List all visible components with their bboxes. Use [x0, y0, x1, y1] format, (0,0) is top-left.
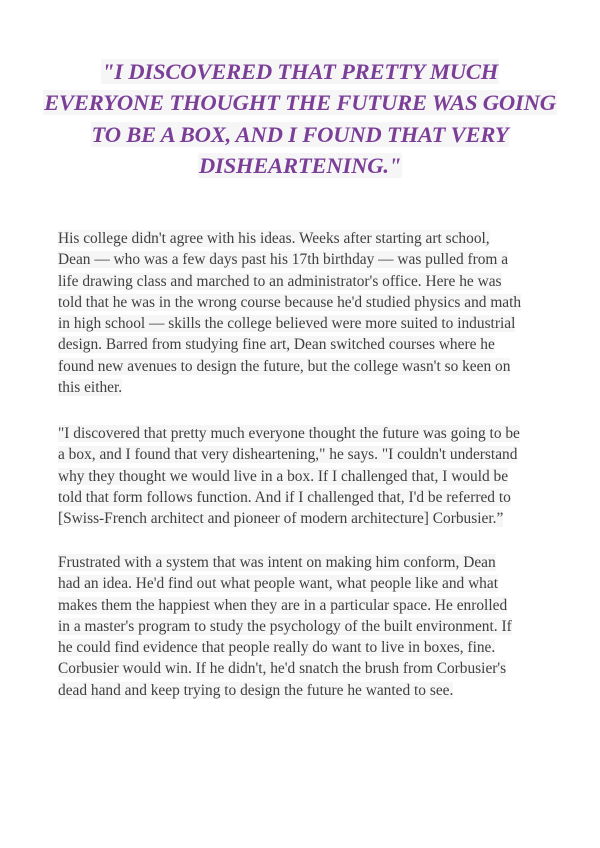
pull-quote-line: EVERYONE THOUGHT THE FUTURE WAS GOING [44, 90, 556, 116]
text-line: this either. [58, 379, 123, 397]
text-line: Corbusier would win. If he didn't, he'd snatch the brush from Corbusier's [58, 660, 507, 678]
text-line: life drawing class and marched to an administrator's office. Here he was [58, 272, 502, 290]
text-line: told that he was in the wrong course because he'd studied physics and math [58, 293, 522, 311]
text-line: design. Barred from studying fine art, Dean switched courses where he [58, 336, 495, 354]
body-paragraph-1 [58, 228, 558, 398]
text-line: [Swiss-French architect and pioneer of modern architecture] Corbusier.” [58, 510, 504, 528]
text-line: "I discovered that pretty much everyone thought the future was going to be [58, 425, 520, 442]
text-line: in high school — skills the college believed were more suited to industrial [58, 315, 516, 333]
pull-quote-line: TO BE A BOX, AND I FOUND THAT VERY [91, 121, 509, 147]
text-line: a box, and I found that very disheartening," he says. "I couldn't understand [58, 446, 518, 464]
text-line: told that form follows function. And if I challenged that, I'd be referred to [58, 488, 511, 506]
pull-quote-line: DISHEARTENING." [198, 152, 402, 178]
text-line: Frustrated with a system that was intent on making him conform, Dean [58, 554, 496, 571]
text-line: had an idea. He'd find out what people want, what people like and what [58, 575, 498, 593]
text-line: he could find evidence that people really do want to live in boxes, fine. [58, 639, 496, 657]
text-line: His college didn't agree with his ideas. Weeks after starting art school, [58, 230, 490, 247]
text-line: why they thought we would live in a box. If I challenged that, I would be [58, 467, 509, 485]
pull-quote [40, 56, 560, 181]
text-line: in a master's program to study the psychology of the built environment. If [58, 617, 512, 635]
body-paragraph-3 [58, 552, 558, 701]
text-line: Dean — who was a few days past his 17th birthday — was pulled from a [58, 251, 509, 269]
text-line: makes them the happiest when they are in a particular space. He enrolled [58, 596, 508, 614]
text-line: dead hand and keep trying to design the future he wanted to see. [58, 681, 454, 699]
text-line: found new avenues to design the future, but the college wasn't so keen on [58, 357, 511, 375]
pull-quote-line: "I DISCOVERED THAT PRETTY MUCH [101, 59, 499, 84]
body-paragraph-2 [58, 423, 558, 529]
